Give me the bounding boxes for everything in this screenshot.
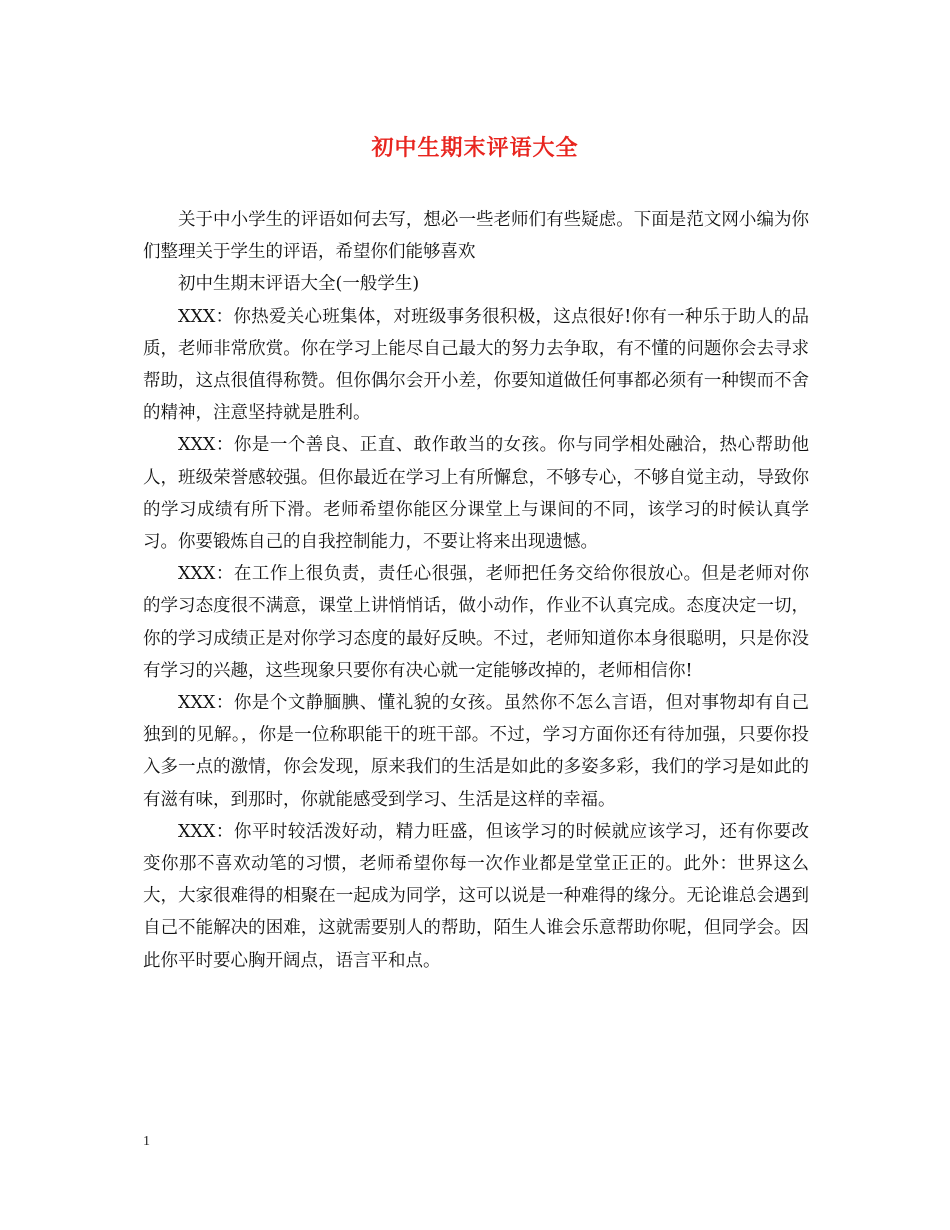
document-body [143,204,809,977]
section-heading: 初中生期末评语大全(一般学生) [178,274,420,295]
document-title: 初中生期末评语大全 [371,135,579,161]
comment-paragraph-4: XXX：你是个文静腼腆、懂礼貌的女孩。虽然你不怎么言语，但对事物却有自己独到的见解。，你是一位称职能干的班干部。不过，学习方面你还有待加强，只要你投入多一点的激情，你会发现，原来我们的生活是如此的多姿多彩，我们的学习是如此的有滋有味，到那时，你就能感受到学习、生活是这样的幸福。 [143,693,809,810]
intro-paragraph: 关于中小学生的评语如何去写，想必一些老师们有些疑虑。下面是范文网小编为你们整理关于学生的评语，希望你们能够喜欢 [143,210,809,263]
comment-paragraph-3: XXX：在工作上很负责，责任心很强，老师把任务交给你很放心。但是老师对你的学习态度很不满意，课堂上讲悄悄话，做小动作，作业不认真完成。态度决定一切，你的学习成绩正是对你学习态度的最好反映。不过，老师知道你本身很聪明，只是你没有学习的兴趣，这些现象只要你有决心就一定能够改掉的，老师相信你! [143,564,809,681]
comment-paragraph-2: XXX：你是一个善良、正直、敢作敢当的女孩。你与同学相处融洽，热心帮助他人，班级荣誉感较强。但你最近在学习上有所懈怠，不够专心，不够自觉主动，导致你的学习成绩有所下滑。老师希望你能区分课堂上与课间的不同，该学习的时候认真学习。你要锻炼自己的自我控制能力，不要让将来出现遗憾。 [143,435,809,553]
comment-paragraph-5: XXX：你平时较活泼好动，精力旺盛，但该学习的时候就应该学习，还有你要改变你那不喜欢动笔的习惯，老师希望你每一次作业都是堂堂正正的。此外：世界这么大，大家很难得的相聚在一起成为同学，这可以说是一种难得的缘分。无论谁总会遇到自己不能解决的困难，这就需要别人的帮助，陌生人谁会乐意帮助你呢，但同学会。因此你平时要心胸开阔点，语言平和点。 [143,821,809,971]
comment-paragraph-1: XXX：你热爱关心班集体，对班级事务很积极，这点很好!你有一种乐于助人的品质，老师非常欣赏。你在学习上能尽自己最大的努力去争取，有不懂的问题你会去寻求帮助，这点很值得称赞。但你偶尔会开小差，你要知道做任何事都必须有一种锲而不舍的精神，注意坚持就是胜利。 [143,306,809,424]
page-number: 1 [143,1134,150,1149]
